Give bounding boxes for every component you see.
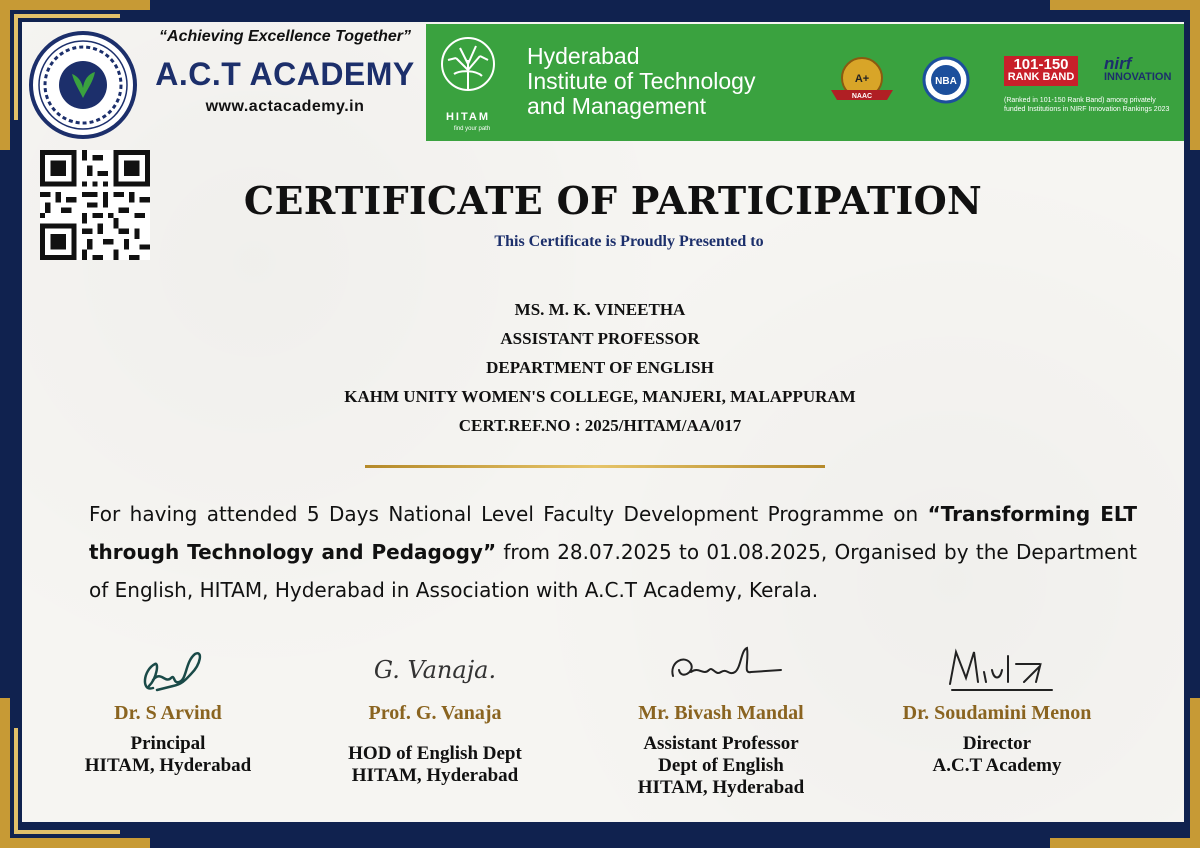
signatory-role-line: HITAM, Hyderabad [637,777,805,798]
signatory-role-line: HITAM, Hyderabad [84,755,252,776]
body-intro: For having attended 5 Days National Level Faculty Development Programme on [89,502,928,526]
signatory-role-line: Dept of English [658,755,784,776]
hitam-logo-sub: find your path [453,126,491,132]
recipient-name: MS. M. K. VINEETHA [514,300,686,319]
signatory-name: Dr. Soudamini Menon [902,702,1092,724]
nirf-ranking [1004,56,1172,126]
naac-badge-icon [829,56,895,104]
signatory-principal [38,640,298,777]
act-academy-seal-icon [28,30,138,140]
signatory-role [867,733,1127,777]
recipient-department: DEPARTMENT OF ENGLISH [486,358,714,377]
recipient-block [0,295,1200,440]
rank-band-badge [1004,56,1078,86]
certificate-title: CERTIFICATE OF PARTICIPATION [243,178,983,223]
signatory-role-line: Director [962,733,1032,754]
nba-badge-icon [922,56,970,104]
hitam-tree-logo-icon [432,30,504,134]
signature-vanaja-icon [355,640,515,700]
signatory-name: Prof. G. Vanaja [368,702,502,724]
signatory-hod [305,640,565,787]
svg-text:A+: A+ [854,73,870,85]
nirf-note: (Ranked in 101-150 Rank Band) among privately funded Institutions in NIRF Innovation Rankings 2023 [1004,97,1170,113]
signatory-role-line: Principal [130,733,206,754]
signatory-role-line: HITAM, Hyderabad [351,765,519,786]
institute-name [527,44,755,119]
institute-name-line: and Management [527,93,707,119]
institute-name-line: Hyderabad [527,43,640,69]
signatory-role-line: HOD of English Dept [348,743,522,764]
academy-name: A.C.T ACADEMY [155,56,415,92]
signature-soudamini-icon [932,640,1062,700]
certificate-body [89,495,1137,609]
signatory-role [591,733,851,799]
signatory-director [867,640,1127,777]
signatory-role-line: Assistant Professor [643,733,799,754]
rank-band-top: 101-150 [1013,56,1069,73]
nirf-logo-text: nirf [1104,54,1132,73]
signatory-role [305,743,565,787]
nirf-innovation-text: INNOVATION [1104,71,1172,83]
body-details: from 28.07.2025 to 01.08.2025, Organised by the Department of English, HITAM, Hyderabad in Association with A.C.T Academy, Kerala. [89,540,1137,602]
svg-text:NAAC: NAAC [851,93,873,100]
recipient-college: KAHM UNITY WOMEN'S COLLEGE, MANJERI, MALAPPURAM [344,387,856,406]
signatory-role-line: A.C.T Academy [932,755,1062,776]
signatory-name: Dr. S Arvind [114,702,222,724]
signatory-name: Mr. Bivash Mandal [638,702,804,724]
programme-title: “Transforming ELT through Technology and Pedagogy” [89,502,1137,564]
svg-text:NBA: NBA [935,76,957,87]
gold-divider [365,465,825,468]
rank-band-bottom: RANK BAND [1007,71,1075,83]
certificate-reference-number: CERT.REF.NO : 2025/HITAM/AA/017 [458,416,742,435]
svg-text:G. Vanaja.: G. Vanaja. [373,656,497,684]
hitam-logo-text: HITAM [445,111,491,123]
certificate-subtitle: This Certificate is Proudly Presented to [494,233,764,250]
institute-name-line: Institute of Technology [527,68,756,94]
signature-arvind-icon [113,640,223,700]
academy-website: www.actacademy.in [205,98,365,115]
academy-tagline: “Achieving Excellence Together” [159,28,411,45]
recipient-designation: ASSISTANT PROFESSOR [500,329,700,348]
signature-bivash-icon [651,640,791,700]
nirf-logo [1104,56,1174,83]
signatory-role [38,733,298,777]
signatory-assistant-professor [591,640,851,799]
